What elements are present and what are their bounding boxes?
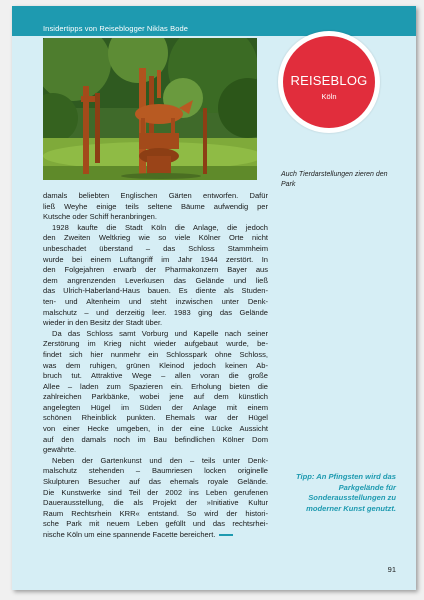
body-line: nische Köln um eine spannende Facette bereichert. bbox=[43, 530, 268, 541]
body-line: Zerstörung im Krieg nicht wieder aufgebaut wurde, be- bbox=[43, 339, 268, 349]
sculpture-image bbox=[43, 38, 257, 180]
body-line: malschutz stehenden – Baumriesen locken originelle bbox=[43, 466, 268, 476]
body-line: angelegten Hügel im Süden der Anlage mit einem bbox=[43, 402, 268, 412]
body-line: ließ Weyhe einige teils seltene Bäume aufwendig per bbox=[43, 201, 268, 211]
body-line: den Zweiten Weltkrieg wie so viele Kölner Orte nicht bbox=[43, 233, 268, 243]
body-line: Dauerausstellung, die als Projekt der »Initiative Kultur bbox=[43, 498, 268, 508]
body-line: ten- und Altenheim und steht inzwischen unter Denk- bbox=[43, 296, 268, 306]
body-line: wurde bei einem Luftangriff im Jahr 1944 zerstört. In bbox=[43, 254, 268, 264]
body-line: zahlreichen Parkbänke, wobei jene auf dem künstlich bbox=[43, 392, 268, 402]
body-line: das Ulrich-Haberland-Haus bauen. Es diente als Studen- bbox=[43, 286, 268, 296]
end-mark bbox=[219, 534, 233, 536]
body-line: dem angrenzenden Leverkusen das Gelände und ließ bbox=[43, 275, 268, 285]
body-text bbox=[43, 191, 268, 541]
body-line: bruch tut. Attraktive Wege – allen voran die große bbox=[43, 371, 268, 381]
body-line: den Folgejahren erwarb der Pharmakonzern Bayer aus bbox=[43, 265, 268, 275]
badge-title: REISEBLOG bbox=[290, 73, 368, 88]
body-line: 1928 kaufte die Stadt Köln die Anlage, die jedoch bbox=[52, 222, 268, 232]
photo-caption: Auch Tierdarstellungen zieren den Park bbox=[281, 171, 388, 188]
body-line: Da das Schloss samt Vorburg und Kapelle nach seiner bbox=[52, 328, 268, 338]
body-line: wieder in den Besitz der Stadt über. bbox=[43, 318, 163, 328]
body-line: Skulpturen Besucher auf das ehemals royale Gelände. bbox=[43, 477, 268, 487]
body-line: findet sich hier nunmehr ein Schlosspark ohne Schloss, bbox=[43, 349, 268, 359]
header-bar bbox=[12, 6, 416, 36]
body-line: gewährte. bbox=[43, 445, 77, 455]
body-line: auf den damals noch im Bau befindlichen Kölner Dom bbox=[43, 434, 268, 444]
body-line: was dem ruhigen, grünen Kleinod jedoch keinen Ab- bbox=[43, 360, 268, 370]
running-title: Insidertipps von Reiseblogger Niklas Bode bbox=[43, 24, 189, 33]
page-number: 91 bbox=[387, 565, 396, 574]
body-line: malschutz – und derzeitig leer. 1983 ging das Gelände bbox=[43, 307, 268, 317]
body-line: Die Kunstwerke sind Teil der 2002 ins Leben gerufenen bbox=[43, 487, 268, 497]
body-line: Kutsche oder Schiff heranbringen. bbox=[43, 212, 157, 222]
body-line: von einer Hecke umgeben, in der eine Lücke Aussicht bbox=[43, 424, 268, 434]
body-line: Neben der Gartenkunst und den – teils unter Denk- bbox=[52, 455, 268, 465]
book-page bbox=[12, 6, 416, 590]
body-line: Allee – laden zum Spazieren ein. Erholung bieten die bbox=[43, 381, 268, 391]
badge-subtitle: Köln bbox=[321, 92, 337, 101]
body-line: unbeschadet überstand – das Schloss Stammheim bbox=[43, 243, 268, 253]
body-line: Raum Rechtsrhein KRR« entstand. So wird der histori- bbox=[43, 508, 268, 518]
park-sculpture-photo bbox=[43, 38, 257, 180]
body-line: sche Park mit neuem Leben gefüllt und das rechtsrhei- bbox=[43, 519, 268, 529]
body-line: schönen Rheinblick punkten. Ehemals war der Hügel bbox=[43, 413, 268, 423]
tip-box: Tipp: An Pfingsten wird das Parkgelände für Sonderausstellungen zu moderner Kunst genutzt. bbox=[296, 472, 396, 513]
body-line: damals beliebten Englischen Gärten entworfen. Dafür bbox=[43, 191, 268, 200]
